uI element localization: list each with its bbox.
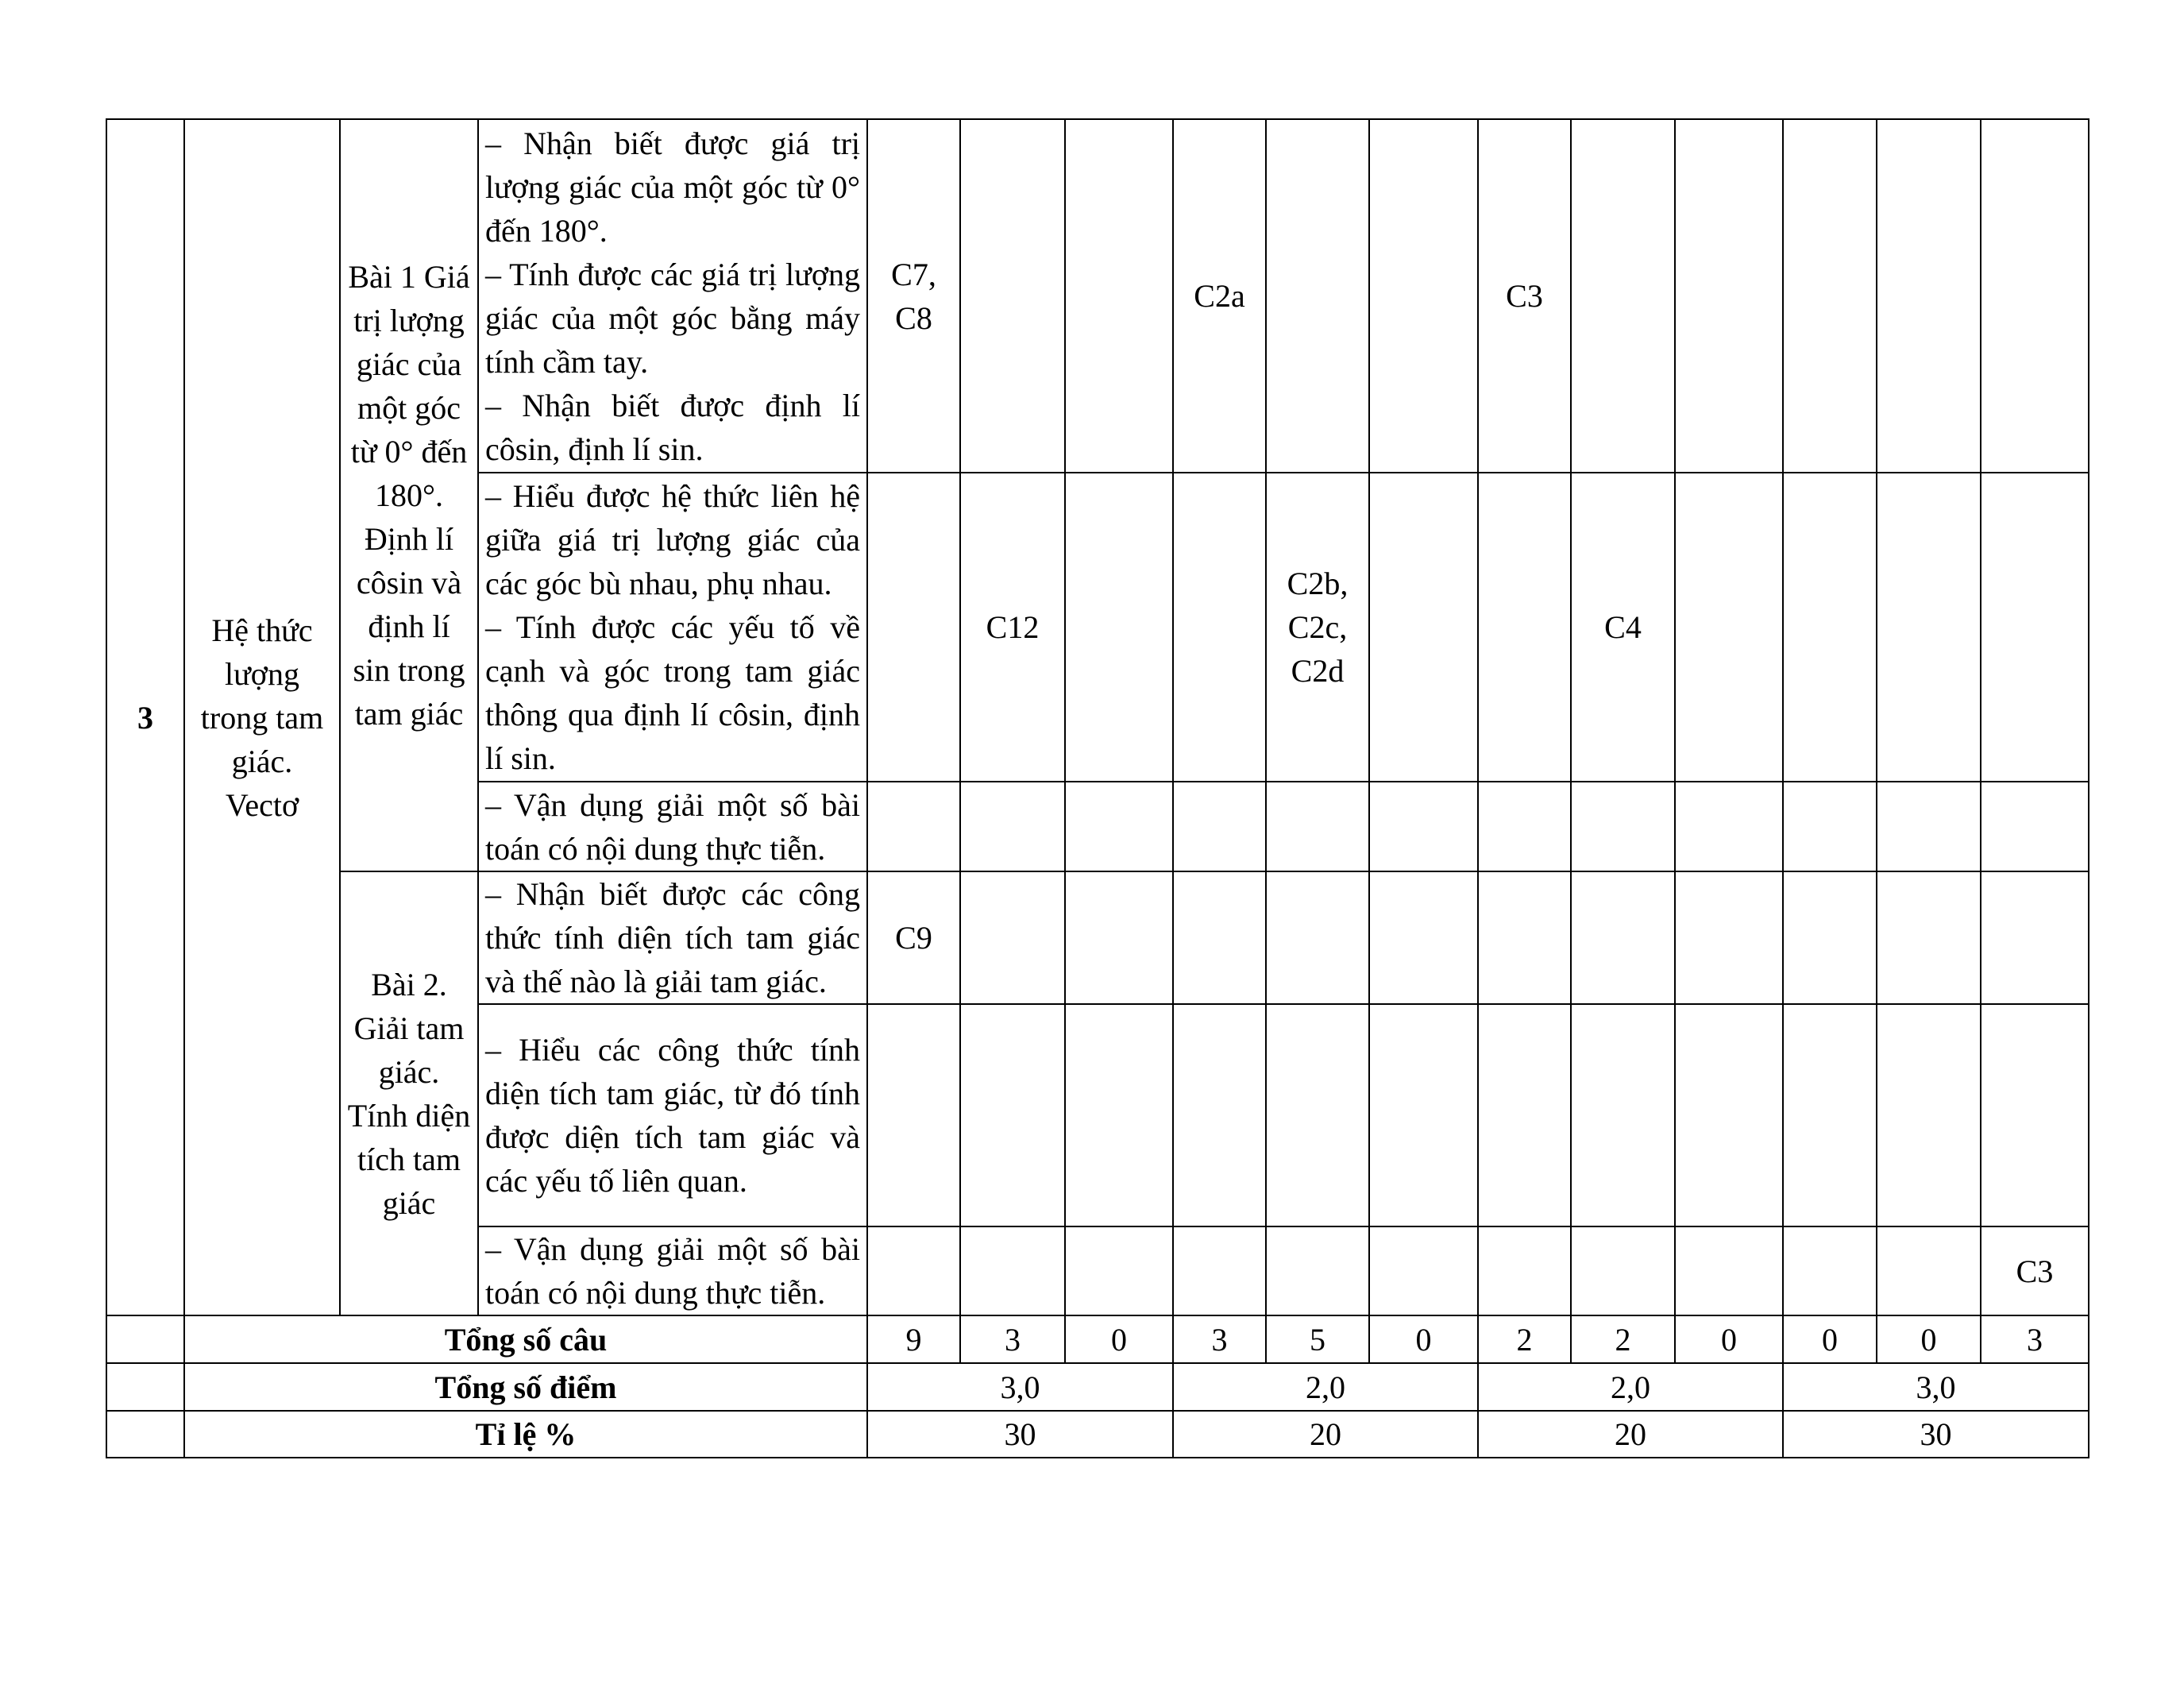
lesson-title: Bài 2. Giải tam giác. Tính diện tích tam giác	[340, 871, 478, 1315]
question-cell	[960, 1226, 1065, 1315]
total-questions-value: 2	[1571, 1315, 1675, 1363]
question-cell	[1981, 473, 2089, 782]
question-cell	[1571, 871, 1675, 1004]
question-cell	[1783, 1226, 1877, 1315]
question-cell	[1065, 1226, 1173, 1315]
question-cell	[867, 1226, 960, 1315]
question-cell	[1266, 871, 1369, 1004]
total-questions-value: 3	[1981, 1315, 2089, 1363]
total-points-label: Tổng số điểm	[184, 1363, 867, 1411]
question-cell: C12	[960, 473, 1065, 782]
requirement-text: – Nhận biết được giá trị lượng giác của một góc từ 0° đến 180°. – Tính được các giá trị lượng giác của một góc bằng máy tính cầm tay. – Nhận biết được định lí côsin, định lí sin.	[485, 125, 860, 467]
chapter-title: Hệ thức lượng trong tam giác. Vectơ	[184, 119, 340, 1315]
question-cell	[867, 1004, 960, 1226]
total-questions-value: 0	[1783, 1315, 1877, 1363]
question-cell	[1173, 871, 1266, 1004]
empty-cell	[106, 1363, 184, 1411]
question-cell	[1478, 871, 1571, 1004]
question-cell	[1266, 1004, 1369, 1226]
question-cell: C9	[867, 871, 960, 1004]
question-cell	[1065, 1004, 1173, 1226]
question-cell	[1065, 473, 1173, 782]
requirement-cell	[478, 473, 867, 782]
question-cell	[1478, 473, 1571, 782]
question-cell	[1065, 782, 1173, 871]
total-questions-value: 3	[1173, 1315, 1266, 1363]
question-cell	[1675, 782, 1783, 871]
question-cell	[1877, 1004, 1981, 1226]
total-points-value: 2,0	[1173, 1363, 1478, 1411]
question-cell: C4	[1571, 473, 1675, 782]
question-cell: C3	[1981, 1226, 2089, 1315]
exam-matrix-table	[106, 118, 2089, 1458]
question-cell	[1675, 1004, 1783, 1226]
total-questions-value: 2	[1478, 1315, 1571, 1363]
question-cell	[1266, 119, 1369, 473]
question-cell	[1369, 119, 1478, 473]
total-points-row	[106, 1363, 2089, 1411]
total-questions-value: 3	[960, 1315, 1065, 1363]
ratio-value: 20	[1173, 1411, 1478, 1458]
requirement-text: – Vận dụng giải một số bài toán có nội dung thực tiễn.	[485, 1231, 860, 1311]
question-cell	[1478, 782, 1571, 871]
requirement-cell	[478, 1004, 867, 1226]
question-cell	[1478, 1004, 1571, 1226]
question-cell	[1675, 473, 1783, 782]
chapter-number: 3	[106, 119, 184, 1315]
question-cell	[1783, 871, 1877, 1004]
question-cell	[1981, 782, 2089, 871]
question-cell	[1783, 119, 1877, 473]
requirement-cell	[478, 782, 867, 871]
requirement-text: – Nhận biết được các công thức tính diện tích tam giác và thế nào là giải tam giác.	[485, 876, 860, 999]
requirement-cell	[478, 871, 867, 1004]
empty-cell	[106, 1315, 184, 1363]
requirement-text: – Hiểu các công thức tính diện tích tam giác, từ đó tính được diện tích tam giác và các yếu tố liên quan.	[485, 1032, 860, 1199]
question-cell	[1173, 473, 1266, 782]
question-cell	[867, 473, 960, 782]
question-cell	[1877, 119, 1981, 473]
total-questions-row	[106, 1315, 2089, 1363]
question-cell	[1369, 871, 1478, 1004]
question-cell	[1571, 119, 1675, 473]
question-cell	[1478, 1226, 1571, 1315]
question-cell	[1369, 1004, 1478, 1226]
question-cell	[1266, 782, 1369, 871]
question-cell	[1675, 1226, 1783, 1315]
question-cell	[1981, 1004, 2089, 1226]
question-cell	[1675, 119, 1783, 473]
question-cell	[1877, 1226, 1981, 1315]
question-cell	[1266, 1226, 1369, 1315]
requirement-text: – Hiểu được hệ thức liên hệ giữa giá trị lượng giác của các góc bù nhau, phụ nhau. – Tính được các yếu tố về cạnh và góc trong tam giác thông qua định lí côsin, định lí sin.	[485, 478, 860, 776]
question-cell	[1877, 473, 1981, 782]
empty-cell	[106, 1411, 184, 1458]
question-cell	[1675, 871, 1783, 1004]
requirement-text: – Vận dụng giải một số bài toán có nội dung thực tiễn.	[485, 786, 860, 867]
total-questions-value: 9	[867, 1315, 960, 1363]
question-cell	[867, 782, 960, 871]
ratio-value: 30	[867, 1411, 1173, 1458]
question-cell	[1783, 1004, 1877, 1226]
question-cell: C7, C8	[867, 119, 960, 473]
matrix-body	[106, 119, 2089, 1458]
question-cell	[1877, 782, 1981, 871]
total-questions-value: 0	[1065, 1315, 1173, 1363]
ratio-row	[106, 1411, 2089, 1458]
total-points-value: 3,0	[867, 1363, 1173, 1411]
total-questions-value: 0	[1369, 1315, 1478, 1363]
question-cell	[960, 782, 1065, 871]
total-points-value: 3,0	[1783, 1363, 2089, 1411]
total-questions-value: 5	[1266, 1315, 1369, 1363]
question-cell	[1571, 1004, 1675, 1226]
question-cell	[1173, 1226, 1266, 1315]
total-points-value: 2,0	[1478, 1363, 1783, 1411]
total-questions-value: 0	[1877, 1315, 1981, 1363]
question-cell	[1783, 473, 1877, 782]
ratio-value: 30	[1783, 1411, 2089, 1458]
question-cell: C2a	[1173, 119, 1266, 473]
question-cell	[1065, 119, 1173, 473]
question-cell	[1571, 1226, 1675, 1315]
total-questions-value: 0	[1675, 1315, 1783, 1363]
question-cell	[1369, 782, 1478, 871]
question-cell	[1173, 1004, 1266, 1226]
question-cell	[1173, 782, 1266, 871]
question-cell	[960, 871, 1065, 1004]
question-cell: C3	[1478, 119, 1571, 473]
question-cell	[1877, 871, 1981, 1004]
question-cell	[1369, 473, 1478, 782]
question-cell	[960, 119, 1065, 473]
question-cell	[1981, 119, 2089, 473]
table-row	[106, 119, 2089, 473]
requirement-cell	[478, 1226, 867, 1315]
question-cell	[1571, 782, 1675, 871]
question-cell	[1065, 871, 1173, 1004]
question-cell	[1981, 871, 2089, 1004]
question-cell: C2b, C2c, C2d	[1266, 473, 1369, 782]
ratio-value: 20	[1478, 1411, 1783, 1458]
ratio-label: Tỉ lệ %	[184, 1411, 867, 1458]
question-cell	[1369, 1226, 1478, 1315]
question-cell	[960, 1004, 1065, 1226]
requirement-cell	[478, 119, 867, 473]
total-questions-label: Tổng số câu	[184, 1315, 867, 1363]
question-cell	[1783, 782, 1877, 871]
table-row	[106, 871, 2089, 1004]
lesson-title: Bài 1 Giá trị lượng giác của một góc từ 0° đến 180°. Định lí côsin và định lí sin trong tam giác	[340, 119, 478, 871]
